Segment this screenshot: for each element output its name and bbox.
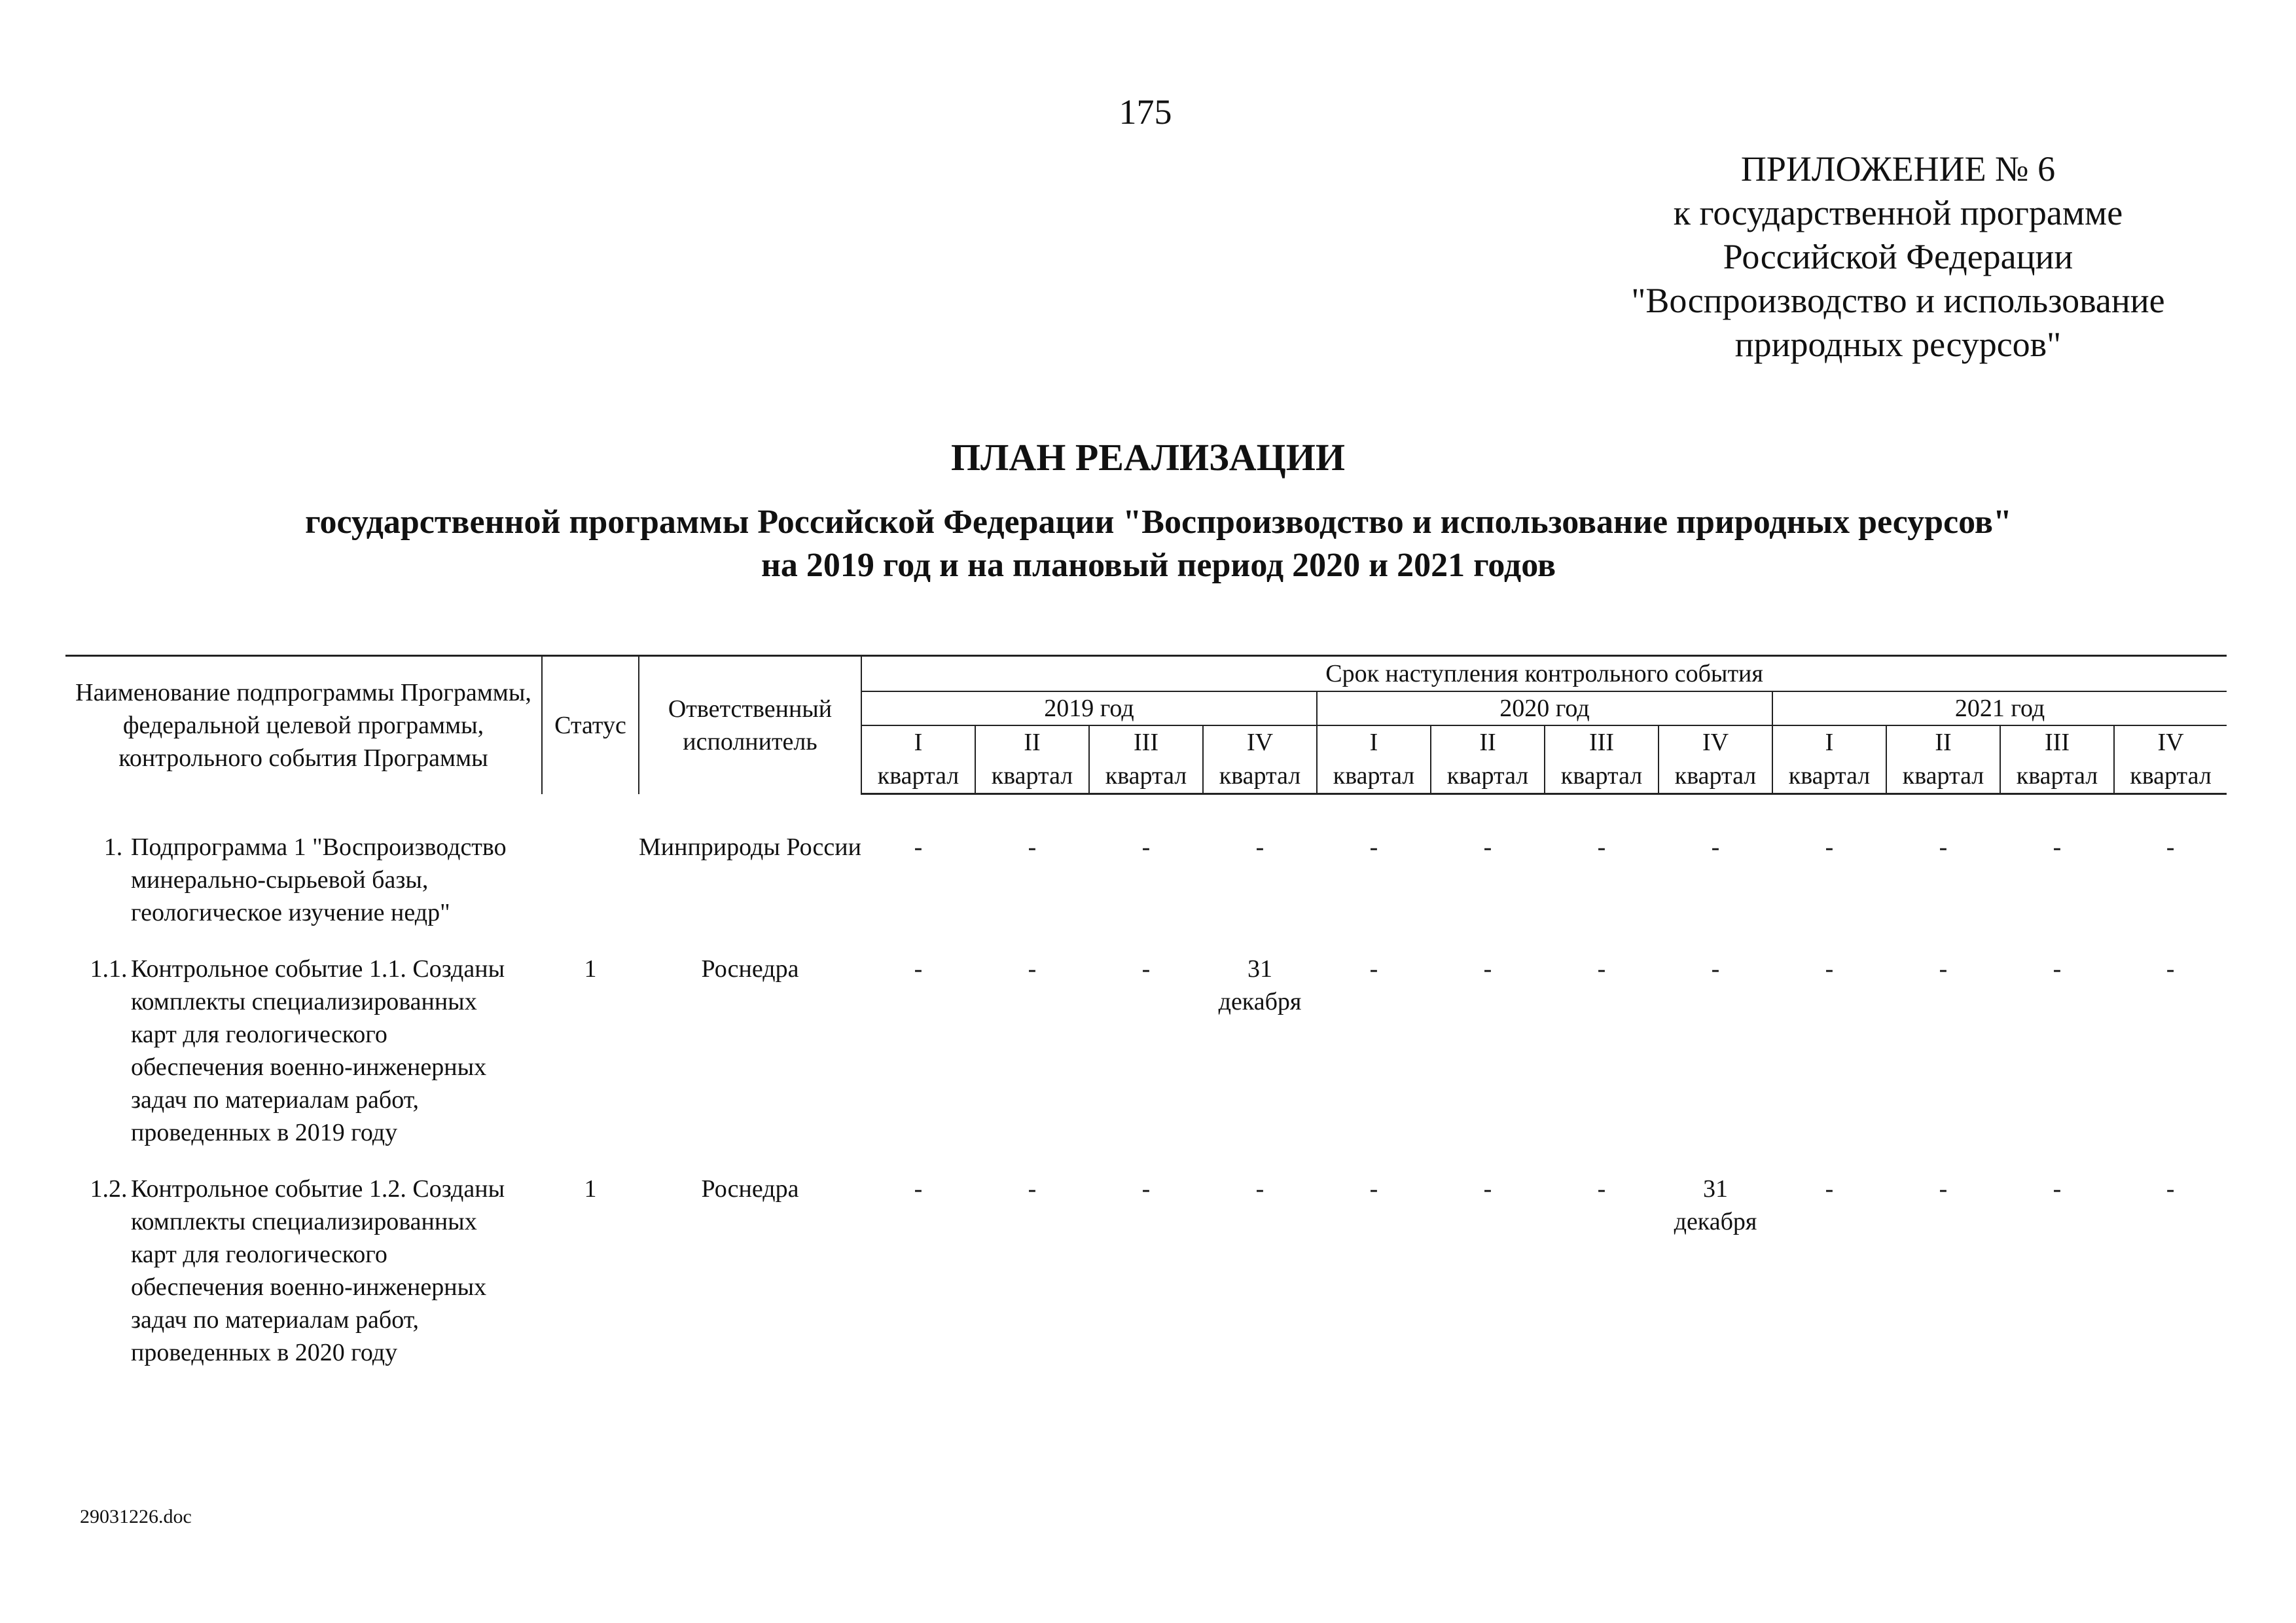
plan-table	[65, 655, 2227, 1393]
row-status: 1	[584, 1175, 597, 1203]
header-year: 2020 год	[1317, 691, 1772, 725]
row-quarter: -	[1255, 833, 1265, 861]
appendix-title: ПРИЛОЖЕНИЕ № 6	[1740, 149, 2056, 189]
row-quarter: -	[1483, 955, 1492, 983]
row-quarter: 31 декабря	[1674, 1175, 1757, 1235]
header-year: 2021 год	[1772, 691, 2227, 725]
plan-subtitle-line: государственной программы Российской Федерации "Воспроизводство и использование природных ресурсов"	[305, 503, 2012, 541]
header-status: Статус	[542, 656, 639, 794]
row-quarter: -	[2053, 1175, 2062, 1203]
header-quarter-word: квартал	[861, 759, 975, 794]
row-quarter: -	[1141, 1175, 1151, 1203]
row-quarter: -	[1825, 833, 1834, 861]
page-number: 175	[1119, 92, 1172, 132]
document-code: 29031226.doc	[80, 1506, 192, 1527]
row-quarter: -	[1711, 833, 1720, 861]
header-quarter-word: квартал	[1659, 759, 1772, 794]
header-executor: Ответственный исполнитель	[639, 656, 861, 794]
row-quarter: -	[2166, 955, 2175, 983]
row-quarter: -	[2166, 833, 2175, 861]
header-quarter-num: IV	[2114, 725, 2227, 759]
row-quarter: -	[1939, 833, 1948, 861]
appendix-header	[1538, 147, 2258, 367]
row-status: 1	[584, 955, 597, 983]
row-quarter: -	[1483, 833, 1492, 861]
table-row	[65, 953, 2227, 1173]
row-quarter: -	[914, 955, 923, 983]
header-quarter-num: I	[1772, 725, 1886, 759]
row-quarter: -	[1028, 955, 1037, 983]
header-quarter-num: III	[2000, 725, 2114, 759]
appendix-line: к государственной программе	[1673, 193, 2123, 232]
header-name: Наименование подпрограммы Программы, федеральной целевой программы, контрольного события Программы	[65, 656, 542, 794]
header-deadline: Срок наступления контрольного события	[861, 656, 2227, 692]
row-quarter: -	[1028, 1175, 1037, 1203]
header-quarter-word: квартал	[1317, 759, 1431, 794]
row-name: Контрольное событие 1.1. Созданы комплекты специализированных карт для геологического обеспечения военно-инженерных задач по материалам работ, проведенных в 2019 году	[131, 955, 505, 1146]
appendix-line: "Воспроизводство и использование	[1631, 281, 2165, 320]
header-quarter-word: квартал	[1772, 759, 1886, 794]
header-quarter-word: квартал	[2000, 759, 2114, 794]
row-quarter: -	[1369, 833, 1378, 861]
header-quarter-word: квартал	[1886, 759, 2000, 794]
table-row	[65, 831, 2227, 953]
row-quarter: -	[1028, 833, 1037, 861]
header-quarter-word: квартал	[2114, 759, 2227, 794]
appendix-line: Российской Федерации	[1723, 237, 2073, 276]
row-executor: Роснедра	[701, 1175, 799, 1203]
row-quarter: 31 декабря	[1218, 955, 1302, 1015]
header-quarter-num: I	[861, 725, 975, 759]
plan-title: ПЛАН РЕАЛИЗАЦИИ	[950, 436, 1345, 479]
header-quarter-word: квартал	[1545, 759, 1659, 794]
appendix-line: природных ресурсов"	[1734, 325, 2062, 364]
row-name: Контрольное событие 1.2. Созданы комплекты специализированных карт для геологического обеспечения военно-инженерных задач по материалам работ, проведенных в 2020 году	[131, 1175, 505, 1366]
row-quarter: -	[914, 1175, 923, 1203]
row-quarter: -	[2053, 833, 2062, 861]
header-quarter-num: III	[1545, 725, 1659, 759]
row-quarter: -	[1141, 833, 1151, 861]
row-name: Подпрограмма 1 "Воспроизводство минерально-сырьевой базы, геологическое изучение недр"	[131, 833, 507, 926]
header-quarter-num: IV	[1203, 725, 1317, 759]
header-quarter-num: II	[975, 725, 1089, 759]
header-quarter-word: квартал	[975, 759, 1089, 794]
header-quarter-num: IV	[1659, 725, 1772, 759]
header-quarter-word: квартал	[1089, 759, 1203, 794]
row-quarter: -	[1369, 955, 1378, 983]
row-executor: Минприроды России	[639, 833, 861, 861]
row-quarter: -	[1939, 1175, 1948, 1203]
table-row	[65, 1173, 2227, 1393]
header-quarter-num: II	[1431, 725, 1545, 759]
row-quarter: -	[1141, 955, 1151, 983]
row-executor: Роснедра	[701, 955, 799, 983]
plan-subtitle-line: на 2019 год и на плановый период 2020 и 2021 годов	[761, 547, 1556, 584]
header-quarter-word: квартал	[1431, 759, 1545, 794]
row-quarter: -	[1597, 1175, 1606, 1203]
row-quarter: -	[1483, 1175, 1492, 1203]
row-quarter: -	[1711, 955, 1720, 983]
row-number: 1.	[103, 833, 123, 861]
row-quarter: -	[1597, 833, 1606, 861]
row-number: 1.2.	[90, 1175, 128, 1203]
row-number: 1.1.	[90, 955, 128, 983]
row-quarter: -	[1255, 1175, 1265, 1203]
header-quarter-num: III	[1089, 725, 1203, 759]
header-quarter-num: II	[1886, 725, 2000, 759]
row-quarter: -	[1825, 1175, 1834, 1203]
row-quarter: -	[2166, 1175, 2175, 1203]
header-quarter-word: квартал	[1203, 759, 1317, 794]
row-quarter: -	[914, 833, 923, 861]
row-quarter: -	[1825, 955, 1834, 983]
row-quarter: -	[1597, 955, 1606, 983]
header-year: 2019 год	[861, 691, 1317, 725]
row-quarter: -	[1939, 955, 1948, 983]
row-quarter: -	[1369, 1175, 1378, 1203]
row-quarter: -	[2053, 955, 2062, 983]
row-status	[542, 831, 639, 953]
plan-subtitle	[65, 501, 2251, 587]
header-quarter-num: I	[1317, 725, 1431, 759]
